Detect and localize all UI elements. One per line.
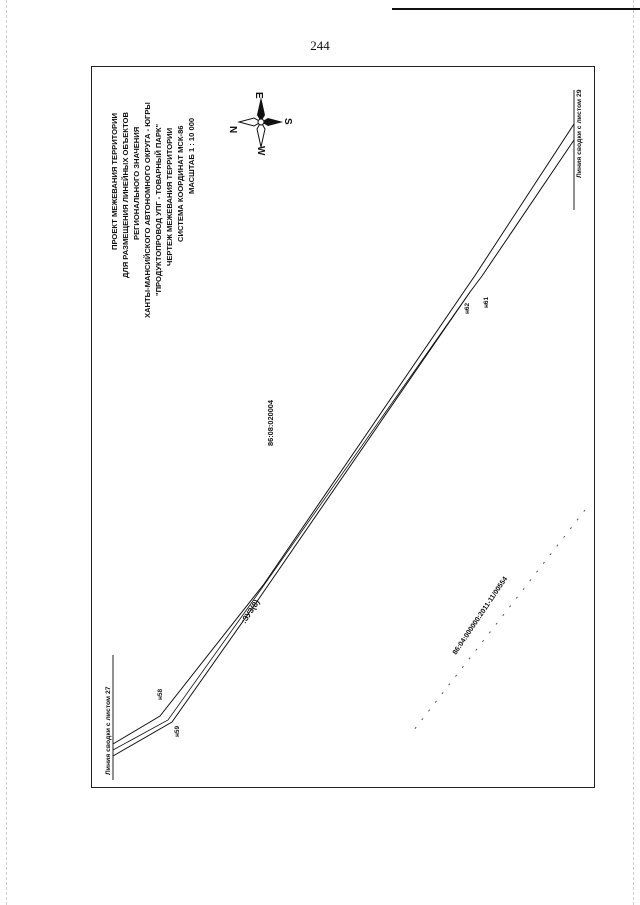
point-n59-label: н59 [174,725,181,737]
match-line-right-label: Линия сводки с листом 29 [576,89,583,178]
point-n62-label: н62 [464,302,471,314]
point-n58-label: н58 [157,688,164,700]
parcel-boundary-dashed [410,510,585,735]
title-line-1: ПРОЕКТ МЕЖЕВАНИЯ ТЕРРИТОРИИ [110,112,119,250]
compass-south-label: S [282,118,293,125]
page-number: 244 [310,38,330,53]
title-line-6: ЧЕРТЕЖ МЕЖЕВАНИЯ ТЕРРИТОРИИ [165,127,174,266]
zone-label: :ЗУ3(8) [239,598,262,626]
cadastral-quarter-label: 86:08:020004 [266,399,275,446]
title-line-5: "ПРОДУКТОПРОВОД УПГ - ТОВАРНЫЙ ПАРК" [154,123,163,296]
compass-north-label: N [227,126,238,134]
title-line-4: ХАНТЫ-МАНСИЙСКОГО АВТОНОМНОГО ОКРУГА - ЮГРЫ [143,102,152,318]
title-line-2: ДЛЯ РАЗМЕЩЕНИЯ ЛИНЕЙНЫХ ОБЪЕКТОВ [121,112,130,278]
title-line-3: РЕГИОНАЛЬНОГО ЗНАЧЕНИЯ [132,126,141,240]
compass-east-label: E [253,92,264,99]
point-n61-label: н61 [483,296,490,308]
compass-rose-icon [227,92,293,156]
title-line-7: СИСТЕМА КООРДИНАТ МСК-86 [176,125,185,242]
compass-west-label: W [255,146,266,156]
title-line-8: МАСШТАБ 1 : 10 000 [187,117,196,194]
match-line-left-label: Линия сводки с листом 27 [105,686,112,775]
parcel-number-label: 86:04:000000:2011-11/00554 [451,575,510,657]
